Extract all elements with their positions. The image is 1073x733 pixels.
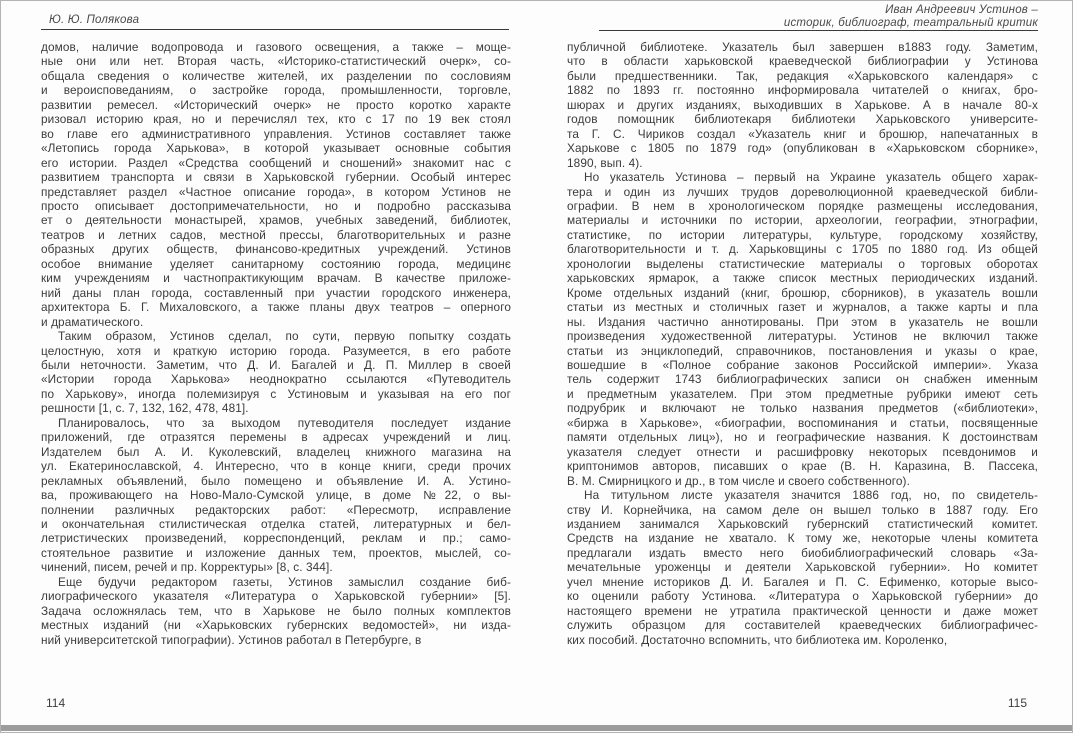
- text-line: ризовал историю края, но и перечислял тех, кто с 17 по 19 век стоял: [41, 112, 511, 127]
- text-line: подрубрик и включают не только названия предметов («библиотеки»,: [567, 401, 1038, 416]
- text-line: ул. Екатеринославской, 4. Интересно, что в конце книги, среди прочих: [41, 459, 511, 474]
- text-line: ний даны план города, составленный при участии городского инженера,: [41, 285, 511, 300]
- text-line: ко оценили работу Устинова. «Литература о Харьковской губернии» до: [567, 589, 1038, 604]
- text-line: тера и один из лучших трудов дореволюционной краеведческой библи-: [567, 184, 1038, 199]
- text-line: Но указатель Устинова – первый на Украине указатель общего харак-: [584, 170, 1038, 185]
- text-line: «Летопись города Харькова», в которой указывает основные события: [41, 141, 511, 156]
- text-line: вошедшие в «Полное собрание законов Российской империи». Указа: [567, 357, 1038, 372]
- text-line: 1890, вып. 4).: [567, 155, 643, 170]
- text-line: развитии ремесел. «Исторический очерк» не просто коротко характе: [41, 97, 511, 112]
- text-line: архитектора Б. Г. Михаловского, а также планы двух театров – оперного: [41, 300, 511, 315]
- text-line: произведения художественной литературы. Устинов не включил также: [567, 329, 1038, 344]
- text-line: шюрах и других изданиях, выходивших в Харькове. А в начале 80-х: [567, 97, 1038, 112]
- text-line: харьковских ярмарок, а также список местных периодических изданий.: [567, 271, 1038, 286]
- bottom-scan-bar: [1, 725, 1072, 731]
- text-line: указателя следует отнести и расшифровку некоторых псевдонимов и: [567, 444, 1038, 459]
- text-line: и предметным указателем. При этом предметные рубрики имеют сеть: [567, 386, 1038, 401]
- text-line: решности [1, с. 7, 132, 162, 478, 481].: [41, 401, 249, 416]
- text-line: ству И. Корнейчика, на самом деле он вышел только в 1887 году. Его: [567, 502, 1038, 517]
- text-line: благотворительности и т. д. Харьковщины с 1705 по 1880 год. Из общей: [567, 242, 1038, 257]
- text-line: публичной библиотеке. Указатель был завершен в1883 году. Заметим,: [567, 40, 1038, 54]
- text-line: статьи из энциклопедий, справочников, постановления и указы о крае,: [567, 343, 1038, 358]
- text-line: местных изданий (ни «Харьковских губернских ведомостей», ни изда-: [41, 618, 511, 633]
- text-line: предлагали издать вместо него биобиблиографический словарь «За-: [567, 545, 1038, 560]
- text-line: та Г. С. Чириков создал «Указатель книг и брошюр, напечатанных в: [567, 126, 1038, 141]
- text-line: ва, проживающего на Ново-Мало-Сумской улице, в доме №22, о вы-: [41, 488, 511, 503]
- text-line: целостную, хотя и краткую историю города. Разумеется, в его работе: [41, 343, 511, 358]
- text-line: Планировалось, что за выходом путеводителя последует издание: [58, 415, 511, 430]
- right-page-number: 115: [1007, 696, 1027, 710]
- text-line: были предшественники. Так, редакция «Харьковского календаря» с: [567, 68, 1038, 83]
- text-line: учел мнение историков Д. И. Багалея и П. С. Ефименко, которые высо-: [567, 574, 1038, 589]
- text-line: Таким образом, Устинов сделал, по сути, первую попытку создать: [58, 329, 511, 344]
- text-line: материалы и источники по истории, археологии, географии, этнографии,: [567, 213, 1038, 228]
- text-line: Харькове с 1805 по 1879 год» (опубликован в «Харьковском сборнике»,: [567, 141, 1038, 156]
- left-page-text-column: [41, 40, 511, 647]
- text-line: и драматического.: [41, 314, 144, 329]
- text-line: годов помощник библиотекаря библиотеки Харьковского университе-: [567, 112, 1038, 127]
- text-line: его истории. Раздел «Средства сообщений и сношений» знакомит нас с: [41, 155, 511, 170]
- text-line: Задача осложнялась тем, что в Харькове не было полных комплектов: [41, 603, 511, 618]
- left-page-number: 114: [46, 696, 66, 710]
- text-line: и окончательная стилистическая отделка статей, литературных и бел-: [41, 516, 511, 531]
- text-line: памяти отдельных лиц»), но и географические названия. К достоинствам: [567, 430, 1038, 445]
- text-line: криптонимов авторов, писавших о крае (В. Н. Каразина, В. Пассека,: [567, 459, 1038, 474]
- right-page-text-column: [567, 40, 1038, 647]
- right-page-running-head: [566, 4, 1038, 30]
- text-line: по Харькову», иногда полемизируя с Устиновым и указывая на его пог: [41, 386, 511, 401]
- text-line: ографии. В нем в хронологическом порядке размещены исследования,: [567, 198, 1038, 213]
- text-line: образных других обществ, финансово-кредитных учреждений. Устинов: [41, 242, 511, 257]
- text-line: В. М. Смирницкого и др., в том числе и своего собственного).: [567, 473, 910, 488]
- left-header-rule: [41, 29, 509, 30]
- text-line: 1882 по 1893 гг. постоянно информировала читателей о книгах, бро-: [567, 83, 1038, 98]
- text-line: Издателем был А. И. Куколевский, владелец книжного магазина на: [41, 444, 511, 459]
- text-line: изданием занимался Харьковский губернский статистический комитет.: [567, 516, 1038, 531]
- text-line: были неточности. Заметим, что Д. И. Багалей и Д. П. Миллер в своей: [41, 357, 511, 372]
- text-line: чинений, писем, речей и пр. Корректуры» [8, с. 344].: [41, 560, 333, 575]
- text-line: и вероисповеданиям, о застройке города, промышленности, торговле,: [41, 83, 511, 98]
- text-line: тель содержит 1743 библиографических записи он снабжен именным: [567, 372, 1038, 387]
- text-line: ет о деятельности монастырей, храмов, учебных заведений, библиотек,: [41, 213, 511, 228]
- text-line: ные они или нет. Вторая часть, «Историко-статистический очерк», со-: [41, 54, 511, 69]
- text-line: представляет раздел «Частное описание города», в котором Устинов не: [41, 184, 511, 199]
- text-line: ны. Издания частично аннотированы. При этом в указатель не вошли: [567, 314, 1038, 329]
- text-line: лиографического указателя «Литература о Харьковской губернии» [5].: [41, 589, 511, 604]
- right-running-head-line1: Иван Андреевич Устинов –: [885, 4, 1038, 16]
- text-line: особое внимание уделяет санитарному состоянию города, медицинє: [41, 256, 511, 271]
- right-header-rule: [599, 30, 1038, 31]
- text-line: рекламных объявлений, было помещено и объявление И. А. Устино-: [41, 473, 511, 488]
- text-line: что в области харьковской краеведческой библиографии у Устинова: [567, 54, 1038, 69]
- text-line: Еще будучи редактором газеты, Устинов замыслил создание биб-: [58, 574, 511, 589]
- left-page-running-head: Ю. Ю. Полякова: [49, 14, 140, 26]
- text-line: во главе его административного управления. Устинов составляет также: [41, 126, 511, 141]
- text-line: просто описывает достопримечательности, но и подробно рассказыва: [41, 198, 511, 213]
- text-line: летристических произведений, корреспонденций, реклам и пр.; само-: [41, 531, 511, 546]
- text-line: полнении различных редакторских работ: «Пересмотр, исправление: [41, 502, 511, 517]
- text-line: стоятельное развитие и изложение данных тем, проектов, мыслей, со-: [41, 545, 511, 560]
- text-line: ний университетской типографии). Устинов работал в Петербурге, в: [41, 632, 422, 647]
- right-running-head-line2: историк, библиограф, театральный критик: [783, 17, 1038, 29]
- text-line: театров и летних садов, местной прессы, благотворительных и разне: [41, 227, 511, 242]
- text-line: Кроме отдельных изданий (книг, брошюр, сборников), в указатель вошли: [567, 285, 1038, 300]
- text-line: На титульном листе указателя значится 1886 год, но, по свидетель-: [584, 488, 1038, 503]
- text-line: приложений, где отразятся перемены в адресах учреждений и лиц.: [41, 430, 511, 445]
- text-line: развитием транспорта и связи в Харьковской губернии. Особый интерес: [41, 170, 511, 185]
- text-line: служить образцом для составителей краеведческих библиографичес-: [567, 618, 1038, 633]
- text-line: хронологии выделены статистические материалы о торговых оборотах: [567, 256, 1038, 271]
- text-line: общала сведения о количестве жителей, их разделении по сословиям: [41, 68, 511, 83]
- text-line: ким учреждениям и частнопрактикующим врачам. В качестве приложе-: [41, 271, 511, 286]
- text-line: Средств на издание не хватало. К тому же, некоторые члены комитета: [567, 531, 1038, 546]
- text-line: мечательные уроженцы и деятели Харьковской губернии». Но комитет: [567, 560, 1038, 575]
- text-line: статьи из местных и столичных газет и журналов, а также карты и пла: [567, 300, 1038, 315]
- text-line: настоящего времени не утратила практической ценности и даже может: [567, 603, 1038, 618]
- text-line: «Истории города Харькова» неоднократно ссылаются «Путеводитель: [41, 372, 511, 387]
- text-line: статистике, по истории литературы, культуре, городскому хозяйству,: [567, 227, 1038, 242]
- text-line: домов, наличие водопровода и газового освещения, а также – моще-: [41, 40, 511, 54]
- text-line: «биржа в Харькове», «биографии, воспоминания и статьи, посвященные: [567, 415, 1038, 430]
- text-line: ких пособий. Достаточно вспомнить, что библиотека им. Короленко,: [567, 632, 948, 647]
